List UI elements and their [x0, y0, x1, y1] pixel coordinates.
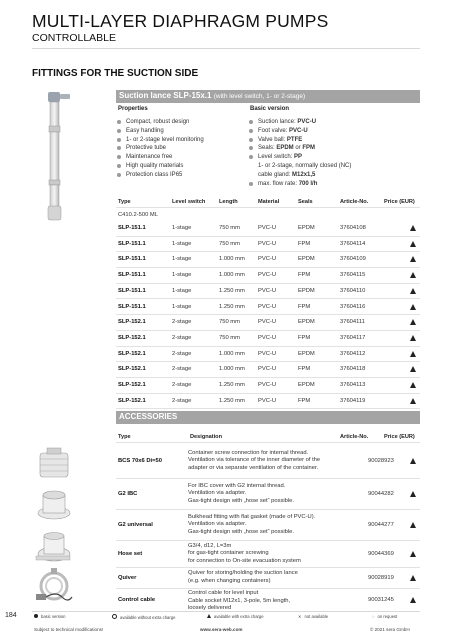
price-triangle-icon: [410, 458, 416, 464]
table-row: [116, 314, 420, 331]
designation-line: for connection to On-site evacuation system: [188, 557, 301, 564]
page-title: MULTI-LAYER DIAPHRAGM PUMPS: [32, 11, 329, 31]
cell-article: 37604111: [340, 319, 365, 326]
cell-length: 750 mm: [219, 240, 240, 247]
page-number: 184: [5, 612, 17, 619]
accessory-article: 90044282: [368, 491, 394, 497]
cell-level-switch: 2-stage: [172, 334, 192, 341]
designation-line: (e.g. when changing containers): [188, 577, 271, 584]
cell-material: PVC-U: [258, 397, 277, 404]
designation-line: loosely delivered: [188, 605, 232, 612]
open-circle-icon: [112, 614, 117, 619]
accessory-type: Control cable: [118, 597, 156, 603]
cell-level-switch: 1-stage: [172, 287, 192, 294]
section-title: FITTINGS FOR THE SUCTION SIDE: [32, 68, 199, 79]
cell-level-switch: 1-stage: [172, 240, 192, 247]
suction-lance-title: Suction lance SLP-15x.1: [119, 91, 212, 100]
basic-item: Level switch: PP: [248, 153, 420, 162]
basic-version-list: [248, 118, 420, 188]
g2-ibc-adapter-image: [34, 487, 74, 523]
col-level-switch: Level switch: [172, 199, 206, 205]
header-divider: [32, 48, 420, 49]
cell-material: PVC-U: [258, 287, 277, 294]
accessory-row: [116, 479, 420, 510]
basic-item: Suction lance: PVC-U: [248, 118, 420, 127]
cell-article: 37604109: [340, 256, 366, 263]
cell-article: 37604108: [340, 225, 366, 231]
cell-material: PVC-U: [258, 303, 277, 310]
cell-type: SLP-152.1: [118, 382, 146, 388]
cell-level-switch: 1-stage: [172, 303, 192, 310]
accessory-article: 90028923: [368, 458, 394, 464]
footer-copyright: © 2021 sera GmbH: [370, 627, 410, 632]
price-triangle-icon: [410, 256, 416, 262]
cell-level-switch: 1-stage: [172, 225, 192, 231]
cell-length: 1.250 mm: [219, 382, 245, 388]
legend-no-charge: available without extra charge: [112, 614, 175, 620]
cell-seals: EPDM: [298, 287, 315, 294]
table-row: [116, 283, 420, 300]
price-triangle-icon: [410, 335, 416, 341]
cell-seals: FPM: [298, 397, 311, 404]
cell-type: SLP-151.1: [118, 287, 146, 294]
col-article: Article-No.: [340, 199, 369, 205]
cell-seals: FPM: [298, 303, 311, 310]
cell-article: 37604116: [340, 303, 366, 310]
designation-line: Cable socket M12x1, 3-pole, 5m length,: [188, 597, 291, 604]
accessory-designation: [188, 590, 348, 613]
designation-line: Gas-tight design with „hose set“ possible.: [188, 528, 295, 535]
property-item: Compact, robust design: [116, 118, 241, 127]
cell-level-switch: 1-stage: [172, 256, 192, 263]
cell-seals: FPM: [298, 240, 311, 247]
property-item: 1- or 2-stage level monitoring: [116, 136, 241, 145]
cell-material: PVC-U: [258, 350, 277, 357]
page-subtitle: CONTROLLABLE: [32, 32, 117, 44]
cell-type: SLP-151.1: [118, 225, 146, 231]
accessory-article: 90028919: [368, 575, 394, 581]
cell-seals: FPM: [298, 334, 311, 341]
price-triangle-icon: [410, 575, 416, 581]
on-request-icon: ◌: [372, 614, 375, 619]
property-item: High quality materials: [116, 162, 241, 171]
accessory-type: G2 IBC: [118, 491, 138, 497]
price-triangle-icon: [410, 597, 416, 603]
property-item: Maintenance free: [116, 153, 241, 162]
accessory-type: Hose set: [118, 551, 143, 557]
price-triangle-icon: [410, 304, 416, 310]
accessories-bar: [116, 411, 420, 424]
accessory-row: [116, 589, 420, 612]
table-group-label: C410.2-500 ML: [118, 212, 158, 218]
cell-level-switch: 2-stage: [172, 350, 192, 357]
control-cable-image: [34, 588, 74, 606]
price-triangle-icon: [410, 225, 416, 231]
cell-article: 37604114: [340, 240, 366, 247]
cell-seals: FPM: [298, 366, 311, 373]
accessory-row: [116, 510, 420, 541]
acc-col-designation: Designation: [190, 434, 223, 440]
basic-version-label: Basic version: [250, 106, 290, 112]
footer-website[interactable]: www.sera-web.com: [200, 627, 243, 632]
suction-lance-image: [38, 88, 78, 228]
acc-header-rule: [116, 442, 420, 443]
cell-length: 1.000 mm: [219, 350, 245, 357]
cell-length: 1.250 mm: [219, 303, 245, 310]
price-triangle-icon: [410, 288, 416, 294]
accessory-designation: [188, 450, 348, 473]
cell-seals: EPDM: [298, 350, 315, 357]
col-type: Type: [118, 199, 131, 205]
legend-basic: basic version: [34, 614, 65, 619]
suction-lance-bar: [116, 90, 420, 103]
cell-article: 37604117: [340, 334, 366, 341]
accessory-row: [116, 541, 420, 568]
price-triangle-icon: [410, 272, 416, 278]
cell-level-switch: 2-stage: [172, 397, 192, 404]
cell-length: 1.250 mm: [219, 287, 245, 294]
table-row: [116, 299, 420, 316]
accessory-article: 90044277: [368, 522, 394, 528]
designation-line: Ventilation via adapter.: [188, 490, 247, 497]
property-item: Protection class IP65: [116, 171, 241, 180]
cell-article: 37604112: [340, 350, 366, 357]
accessory-article: 90031245: [368, 597, 394, 603]
table-row: [116, 220, 420, 237]
cell-material: PVC-U: [258, 256, 277, 263]
designation-line: Gas-tight design with „hose set“ possible.: [188, 497, 295, 504]
accessory-type: G2 universal: [118, 522, 153, 528]
cell-type: SLP-151.1: [118, 256, 146, 263]
cell-type: SLP-151.1: [118, 303, 146, 310]
property-item: Protective tube: [116, 144, 241, 153]
cell-length: 750 mm: [219, 225, 240, 231]
legend-extra-charge: available with extra charge: [207, 614, 264, 619]
cell-seals: EPDM: [298, 382, 315, 388]
cell-type: SLP-152.1: [118, 397, 146, 404]
accessories-title: ACCESSORIES: [119, 412, 178, 421]
price-triangle-icon: [410, 382, 416, 388]
cell-material: PVC-U: [258, 366, 277, 373]
cell-type: SLP-152.1: [118, 319, 146, 326]
basic-item: Seals: EPDM or FPM: [248, 144, 420, 153]
cell-article: 37604113: [340, 382, 366, 388]
cell-length: 1.250 mm: [219, 397, 245, 404]
basic-item: Valve ball: PTFE: [248, 136, 420, 145]
bcs-adapter-image: [34, 447, 74, 481]
cell-material: PVC-U: [258, 382, 277, 388]
cell-material: PVC-U: [258, 240, 277, 247]
col-material: Material: [258, 199, 280, 205]
table-row: [116, 393, 420, 410]
table-row: [116, 236, 420, 253]
accessory-type: BCS 70x6 Di=50: [118, 458, 162, 464]
price-triangle-icon: [410, 551, 416, 557]
designation-line: Quiver for storing/holding the suction lance: [188, 570, 298, 577]
price-triangle-icon: [410, 319, 416, 325]
designation-line: Bulkhead fitting with flat gasket (made of PVC-U).: [188, 513, 316, 520]
quiver-image: [34, 553, 74, 563]
accessory-designation: [188, 514, 348, 537]
col-seals: Seals: [298, 199, 313, 205]
designation-line: Ventilation via adapter.: [188, 521, 247, 528]
cell-level-switch: 2-stage: [172, 382, 192, 388]
accessory-designation: [188, 570, 348, 585]
table-header-rule: [116, 207, 420, 208]
accessory-designation: [188, 483, 348, 506]
designation-line: G3/4, d12, L=3m: [188, 542, 232, 549]
cell-seals: FPM: [298, 272, 311, 279]
cell-length: 750 mm: [219, 334, 240, 341]
table-row: [116, 377, 420, 394]
designation-line: Ventilation via tolerance of the inner diameter of the: [188, 457, 321, 464]
cell-type: SLP-151.1: [118, 240, 146, 247]
cell-length: 1.000 mm: [219, 366, 245, 373]
table-row: [116, 251, 420, 268]
cell-type: SLP-152.1: [118, 350, 146, 357]
price-triangle-icon: [410, 522, 416, 528]
price-triangle-icon: [410, 351, 416, 357]
basic-item: Foot valve: PVC-U: [248, 127, 420, 136]
cell-material: PVC-U: [258, 319, 277, 326]
designation-line: Control cable for level input: [188, 590, 259, 596]
table-row: [116, 330, 420, 347]
footer-note: Subject to technical modifications!: [34, 627, 104, 632]
cell-type: SLP-151.1: [118, 272, 146, 279]
accessory-type: Quiver: [118, 575, 137, 581]
acc-col-article: Article-No.: [340, 434, 369, 440]
price-triangle-icon: [410, 491, 416, 497]
triangle-icon: [207, 614, 211, 618]
accessory-designation: [188, 543, 348, 566]
accessory-article: 90044369: [368, 551, 394, 557]
legend-on-request: ◌ on request: [372, 614, 398, 619]
col-price: Price (EUR): [384, 199, 415, 205]
properties-list: [116, 118, 241, 180]
cell-type: SLP-152.1: [118, 334, 146, 341]
cell-material: PVC-U: [258, 272, 277, 279]
max-flow-item: max. flow rate: 700 l/h: [248, 180, 420, 189]
cell-level-switch: 2-stage: [172, 366, 192, 373]
cable-gland-detail: cable gland: M12x1,5: [258, 171, 316, 178]
acc-col-type: Type: [118, 434, 131, 440]
cross-icon: ✕: [298, 614, 302, 619]
suction-lance-note: (with level switch, 1- or 2-stage): [213, 93, 306, 100]
table-row: [116, 361, 420, 378]
cell-seals: EPDM: [298, 319, 315, 326]
cell-material: PVC-U: [258, 225, 277, 231]
designation-line: adapter or via separate ventilation of the container.: [188, 464, 319, 471]
cell-material: PVC-U: [258, 334, 277, 341]
cell-length: 750 mm: [219, 319, 240, 326]
cell-level-switch: 2-stage: [172, 319, 192, 326]
price-triangle-icon: [410, 241, 416, 247]
properties-label: Properties: [118, 106, 148, 112]
price-triangle-icon: [410, 366, 416, 372]
cell-seals: EPDM: [298, 256, 315, 263]
accessory-row: [116, 444, 420, 479]
cell-article: 37604110: [340, 287, 366, 294]
table-row: [116, 267, 420, 284]
filled-circle-icon: [34, 614, 38, 618]
cell-length: 1.000 mm: [219, 256, 245, 263]
footer-rule: [32, 611, 420, 612]
table-row: [116, 346, 420, 363]
accessory-row: [116, 568, 420, 589]
designation-line: Container screw connection for internal thread.: [188, 449, 309, 456]
cell-level-switch: 1-stage: [172, 272, 192, 279]
cell-article: 37604118: [340, 366, 366, 373]
designation-line: for gas-tight container screwing: [188, 550, 269, 557]
col-length: Length: [219, 199, 238, 205]
property-item: Easy handling: [116, 127, 241, 136]
cell-length: 1.000 mm: [219, 272, 245, 279]
cell-seals: EPDM: [298, 225, 315, 231]
cell-article: 37604119: [340, 397, 366, 404]
level-switch-detail: 1- or 2-stage, normally closed (NC): [258, 162, 352, 169]
cell-type: SLP-152.1: [118, 366, 146, 373]
designation-line: For IBC cover with G2 internal thread.: [188, 482, 286, 489]
acc-col-price: Price (EUR): [384, 434, 415, 440]
legend-not-available: ✕ not available: [298, 614, 329, 619]
cell-article: 37604115: [340, 272, 366, 279]
price-triangle-icon: [410, 398, 416, 404]
